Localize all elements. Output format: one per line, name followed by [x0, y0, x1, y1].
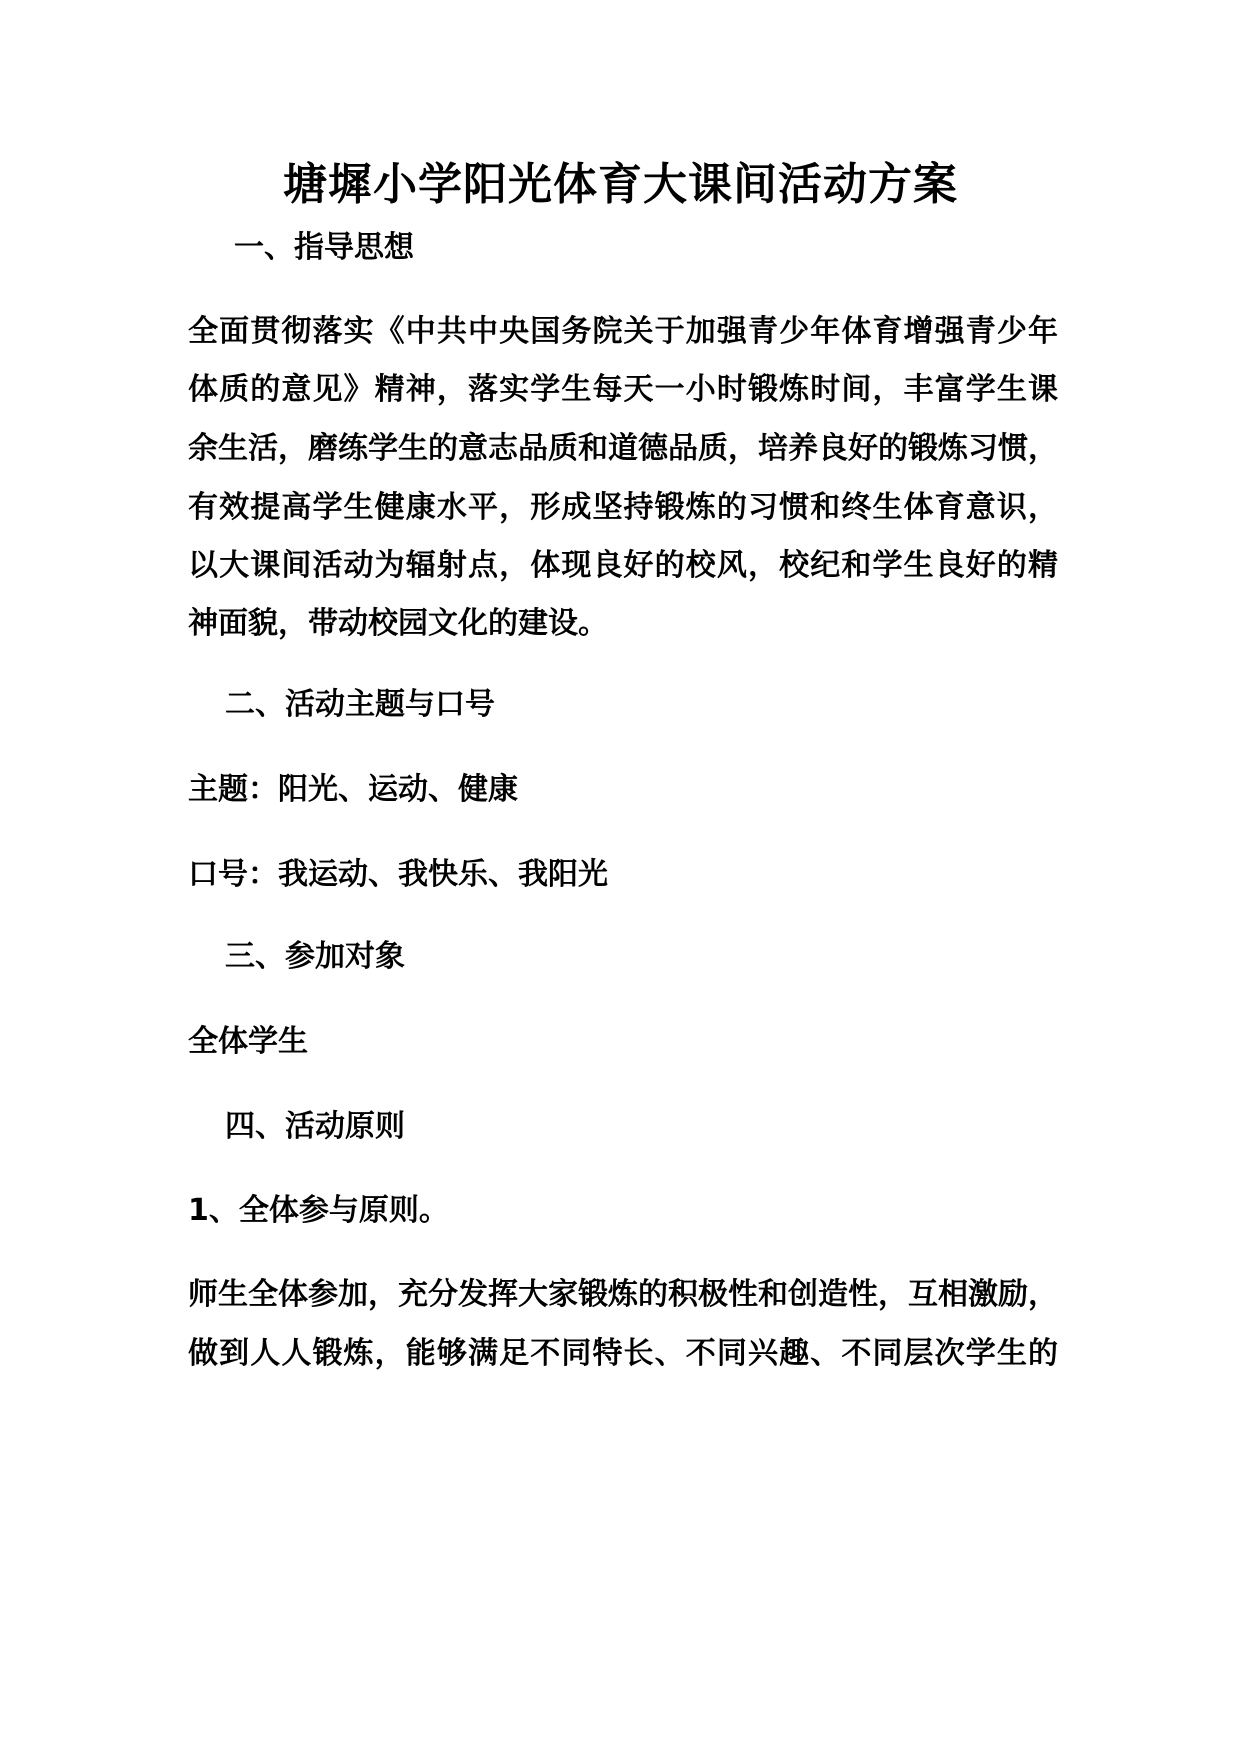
section-heading-guiding-thought: 一、指导思想	[234, 230, 414, 265]
document-title: 塘墀小学阳光体育大课间活动方案	[283, 159, 958, 210]
paragraph-line: 以大课间活动为辐射点，体现良好的校风，校纪和学生良好的精	[188, 548, 1058, 583]
paragraph-line: 师生全体参加，充分发挥大家锻炼的积极性和创造性，互相激励，	[188, 1277, 1058, 1312]
paragraph-line: 体质的意见》精神，落实学生每天一小时锻炼时间，丰富学生课	[188, 372, 1058, 407]
paragraph-line: 做到人人锻炼，能够满足不同特长、不同兴趣、不同层次学生的	[188, 1336, 1058, 1371]
principle-1-heading: 1、全体参与原则。	[188, 1193, 449, 1228]
paragraph-line: 有效提高学生健康水平，形成坚持锻炼的习惯和终生体育意识，	[188, 490, 1058, 525]
section-heading-theme-slogan: 二、活动主题与口号	[225, 687, 495, 722]
section-heading-participants: 三、参加对象	[225, 939, 405, 974]
slogan-text: 口号：我运动、我快乐、我阳光	[188, 857, 608, 892]
paragraph-line: 神面貌，带动校园文化的建设。	[188, 606, 608, 641]
paragraph-line: 余生活，磨练学生的意志品质和道德品质，培养良好的锻炼习惯，	[188, 431, 1058, 466]
paragraph-line: 全面贯彻落实《中共中央国务院关于加强青少年体育增强青少年	[188, 314, 1058, 349]
participants-text: 全体学生	[188, 1024, 308, 1059]
theme-text: 主题：阳光、运动、健康	[188, 772, 518, 807]
section-heading-principles: 四、活动原则	[225, 1109, 405, 1144]
